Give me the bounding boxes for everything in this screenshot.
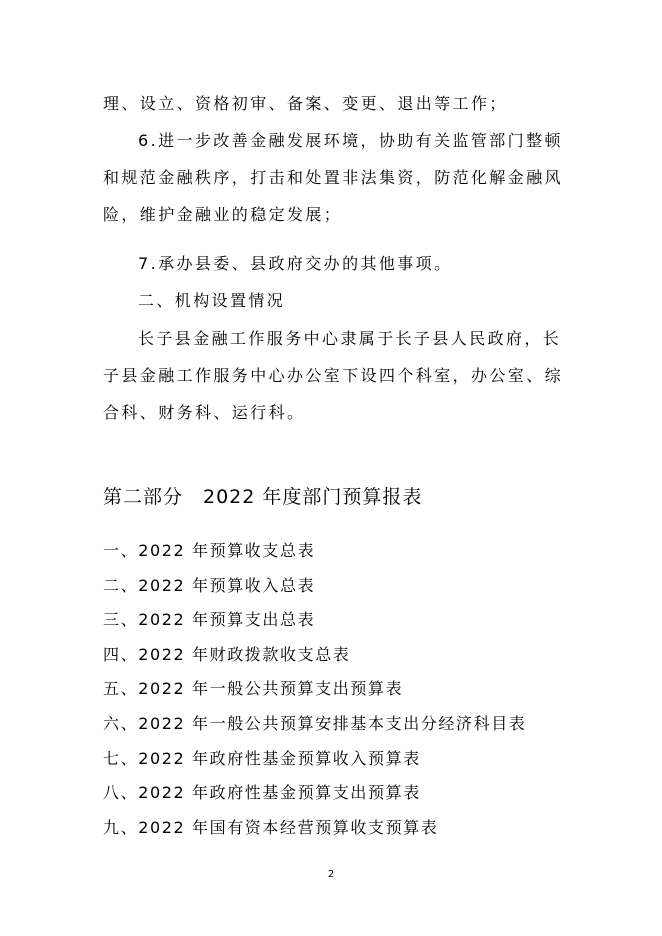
list-item: 三、2022 年预算支出总表 bbox=[103, 610, 316, 630]
list-item: 五、2022 年一般公共预算支出预算表 bbox=[103, 679, 404, 699]
paragraph-org-structure: 长子县金融工作服务中心隶属于长子县人民政府，长子县金融工作服务中心办公室下设四个科室，办公室、综合科、财务科、运行科。 bbox=[103, 329, 564, 422]
list-item: 六、2022 年一般公共预算安排基本支出分经济科目表 bbox=[103, 713, 527, 733]
subheading-org-structure: 二、机构设置情况 bbox=[138, 291, 286, 310]
list-item: 一、2022 年预算收支总表 bbox=[103, 541, 316, 560]
list-item: 九、2022 年国有资本经营预算收支预算表 bbox=[103, 817, 439, 837]
list-item: 七、2022 年政府性基金预算收入预算表 bbox=[103, 748, 421, 768]
paragraph-item-6: 6.进一步改善金融发展环境，协助有关监管部门整顿和规范金融秩序，打击和处置非法集资，防范化解金融风险，维护金融业的稳定发展； bbox=[103, 131, 564, 224]
list-item: 四、2022 年财政拨款收支总表 bbox=[103, 644, 351, 664]
list-item: 二、2022 年预算收入总表 bbox=[103, 575, 316, 595]
report-list bbox=[103, 534, 526, 845]
section-title: 第二部分 2022 年度部门预算报表 bbox=[103, 486, 423, 508]
paragraph-continuation: 理、设立、资格初审、备案、变更、退出等工作； bbox=[103, 94, 508, 113]
list-item: 八、2022 年政府性基金预算支出预算表 bbox=[103, 783, 421, 803]
paragraph-item-7: 7.承办县委、县政府交办的其他事项。 bbox=[138, 254, 453, 273]
page-number: 2 bbox=[327, 869, 335, 880]
